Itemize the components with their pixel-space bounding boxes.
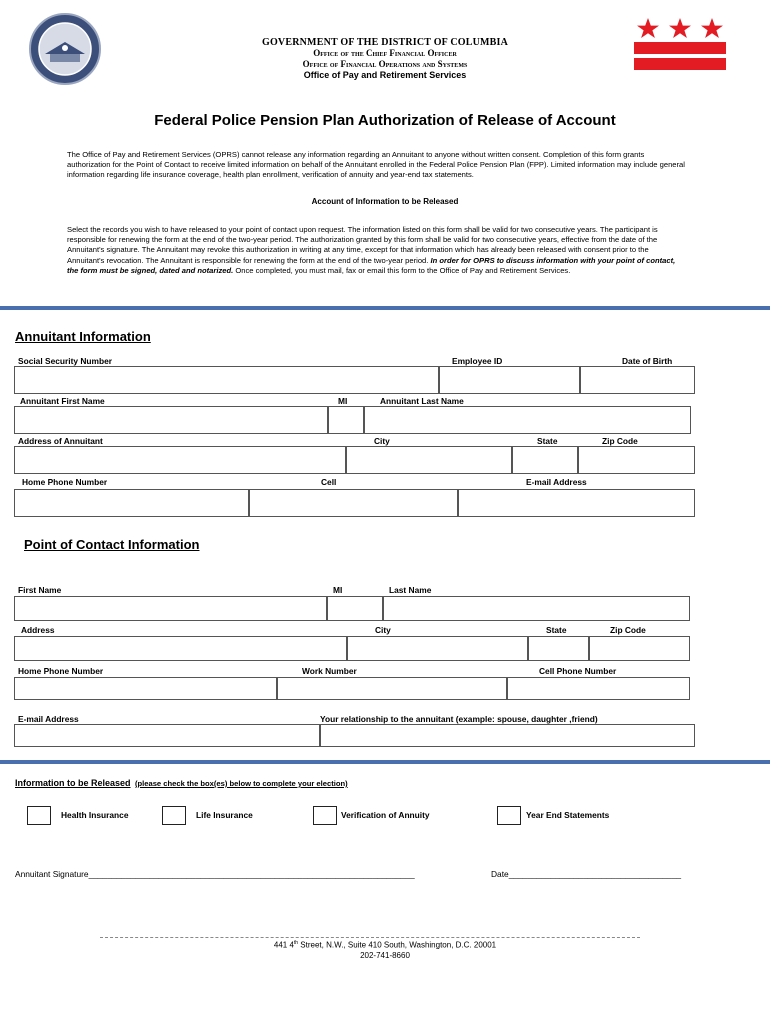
contact-mi-field[interactable] [327,596,383,621]
contact-city-field[interactable] [347,636,528,661]
annuitant-home-phone-label: Home Phone Number [22,477,108,487]
contact-last-name-label: Last Name [389,585,432,595]
instructions-paragraph [67,225,687,276]
contact-state-field[interactable] [528,636,589,661]
annuitant-first-name-field[interactable] [14,406,328,434]
footer-address-post: Street, N.W., Suite 410 South, Washington, D.C. 20001 [298,940,497,950]
annuitant-zip-label: Zip Code [602,436,638,446]
release-heading-row [15,773,348,791]
annuitant-section-heading: Annuitant Information [15,329,151,344]
section-divider-2 [0,760,770,764]
annuitant-home-phone-field[interactable] [14,489,249,517]
dob-label: Date of Birth [622,356,673,366]
annuitant-signature-line[interactable]: Annuitant Signature______________________________________________________________________ [15,869,415,879]
intro-paragraph: The Office of Pay and Retirement Services (OPRS) cannot release any information regarding an Annuitant to anyone without written consent. Completion of this form grants authorization for the Point of Contact to receive limited information on behalf of the Annuitant enrolled in the Federal Police Pension Plan (FPP). Limited information may include general information regarding life insurance coverage, health plan enrollment, verification of annuity and year-end tax statements. [67,150,685,180]
instructions-tail: Once completed, you must mail, fax or email this form to the Office of Pay and Retirement Services. [235,265,571,275]
health-insurance-checkbox[interactable] [27,806,51,825]
release-note: (please check the box(es) below to complete your election) [134,779,348,788]
footer-address-pre: 441 4 [273,940,294,950]
contact-address-label: Address [21,625,55,635]
contact-first-name-field[interactable] [14,596,327,621]
relationship-label: Your relationship to the annuitant (example: spouse, daughter ,friend) [320,714,598,724]
life-insurance-label: Life Insurance [196,810,253,820]
annuitant-address-label: Address of Annuitant [18,436,103,446]
contact-home-phone-label: Home Phone Number [18,666,104,676]
footer-phone: 202-741-8660 [360,951,410,960]
footer-divider [100,937,640,938]
annuitant-zip-field[interactable] [578,446,695,474]
annuitant-state-label: State [537,436,558,446]
annuitant-cell-label: Cell [321,477,337,487]
government-heading: GOVERNMENT OF THE DISTRICT OF COLUMBIA [261,37,509,48]
relationship-field[interactable] [320,724,695,747]
verification-annuity-checkbox[interactable] [313,806,337,825]
life-insurance-checkbox[interactable] [162,806,186,825]
annuitant-last-name-label: Annuitant Last Name [380,396,464,406]
contact-work-label: Work Number [302,666,357,676]
signature-date-line[interactable]: Date_____________________________________ [491,869,682,879]
ssn-field[interactable] [14,366,439,394]
contact-section-heading: Point of Contact Information [24,537,200,552]
verification-annuity-label: Verification of Annuity [341,810,430,820]
contact-city-label: City [375,625,391,635]
annuitant-city-label: City [374,436,390,446]
account-heading: Account of Information to be Released [311,197,459,206]
office-ops-heading: Office of Financial Operations and Systems [302,59,468,69]
contact-last-name-field[interactable] [383,596,690,621]
annuitant-last-name-field[interactable] [364,406,691,434]
annuitant-cell-field[interactable] [249,489,458,517]
health-insurance-label: Health Insurance [61,810,129,820]
contact-address-field[interactable] [14,636,347,661]
contact-zip-label: Zip Code [610,625,646,635]
instructions-notarized: In order for OPRS to discuss information with your point of contact, the form must be signed, dated and notarized. [67,255,676,275]
annuitant-state-field[interactable] [512,446,578,474]
footer-address-sup: th [293,940,299,946]
annuitant-city-field[interactable] [346,446,512,474]
contact-zip-field[interactable] [589,636,690,661]
employee-id-label: Employee ID [452,356,503,366]
release-heading: Information to be Released [15,778,131,788]
annuitant-mi-label: MI [338,396,348,406]
annuitant-mi-field[interactable] [328,406,364,434]
contact-state-label: State [546,625,567,635]
contact-cell-label: Cell Phone Number [539,666,617,676]
contact-work-field[interactable] [277,677,507,700]
ssn-label: Social Security Number [18,356,113,366]
footer-address [0,940,770,950]
office-prs-heading: Office of Pay and Retirement Services [303,70,467,80]
contact-mi-label: MI [333,585,343,595]
annuitant-email-label: E-mail Address [526,477,587,487]
instructions-text: Select the records you wish to have released to your point of contact upon request. The information listed on this form shall be valid for two consecutive years. The participant is responsible for renewing the form at the end of the two-year period. The authorization granted by this form shall be valid for two consecutive years, effective from the date of the Annuitant's signature. The Annuitant may revoke this authorization in writing at any time, except for that information which has already been released with consent prior to the Annuitant's revocation. The Annuitant is responsible for renewing the form at the end of the two-year period. [67,225,658,265]
contact-first-name-label: First Name [18,585,62,595]
employee-id-field[interactable] [439,366,580,394]
contact-email-label: E-mail Address [18,714,79,724]
annuitant-first-name-label: Annuitant First Name [20,396,105,406]
form-title: Federal Police Pension Plan Authorization of Release of Account [154,112,616,129]
annuitant-email-field[interactable] [458,489,695,517]
contact-home-phone-field[interactable] [14,677,277,700]
section-divider [0,306,770,310]
year-end-statements-label: Year End Statements [526,810,610,820]
year-end-statements-checkbox[interactable] [497,806,521,825]
contact-email-field[interactable] [14,724,320,747]
annuitant-address-field[interactable] [14,446,346,474]
dob-field[interactable] [580,366,695,394]
office-cfo-heading: Office of the Chief Financial Officer [313,48,457,58]
contact-cell-field[interactable] [507,677,690,700]
